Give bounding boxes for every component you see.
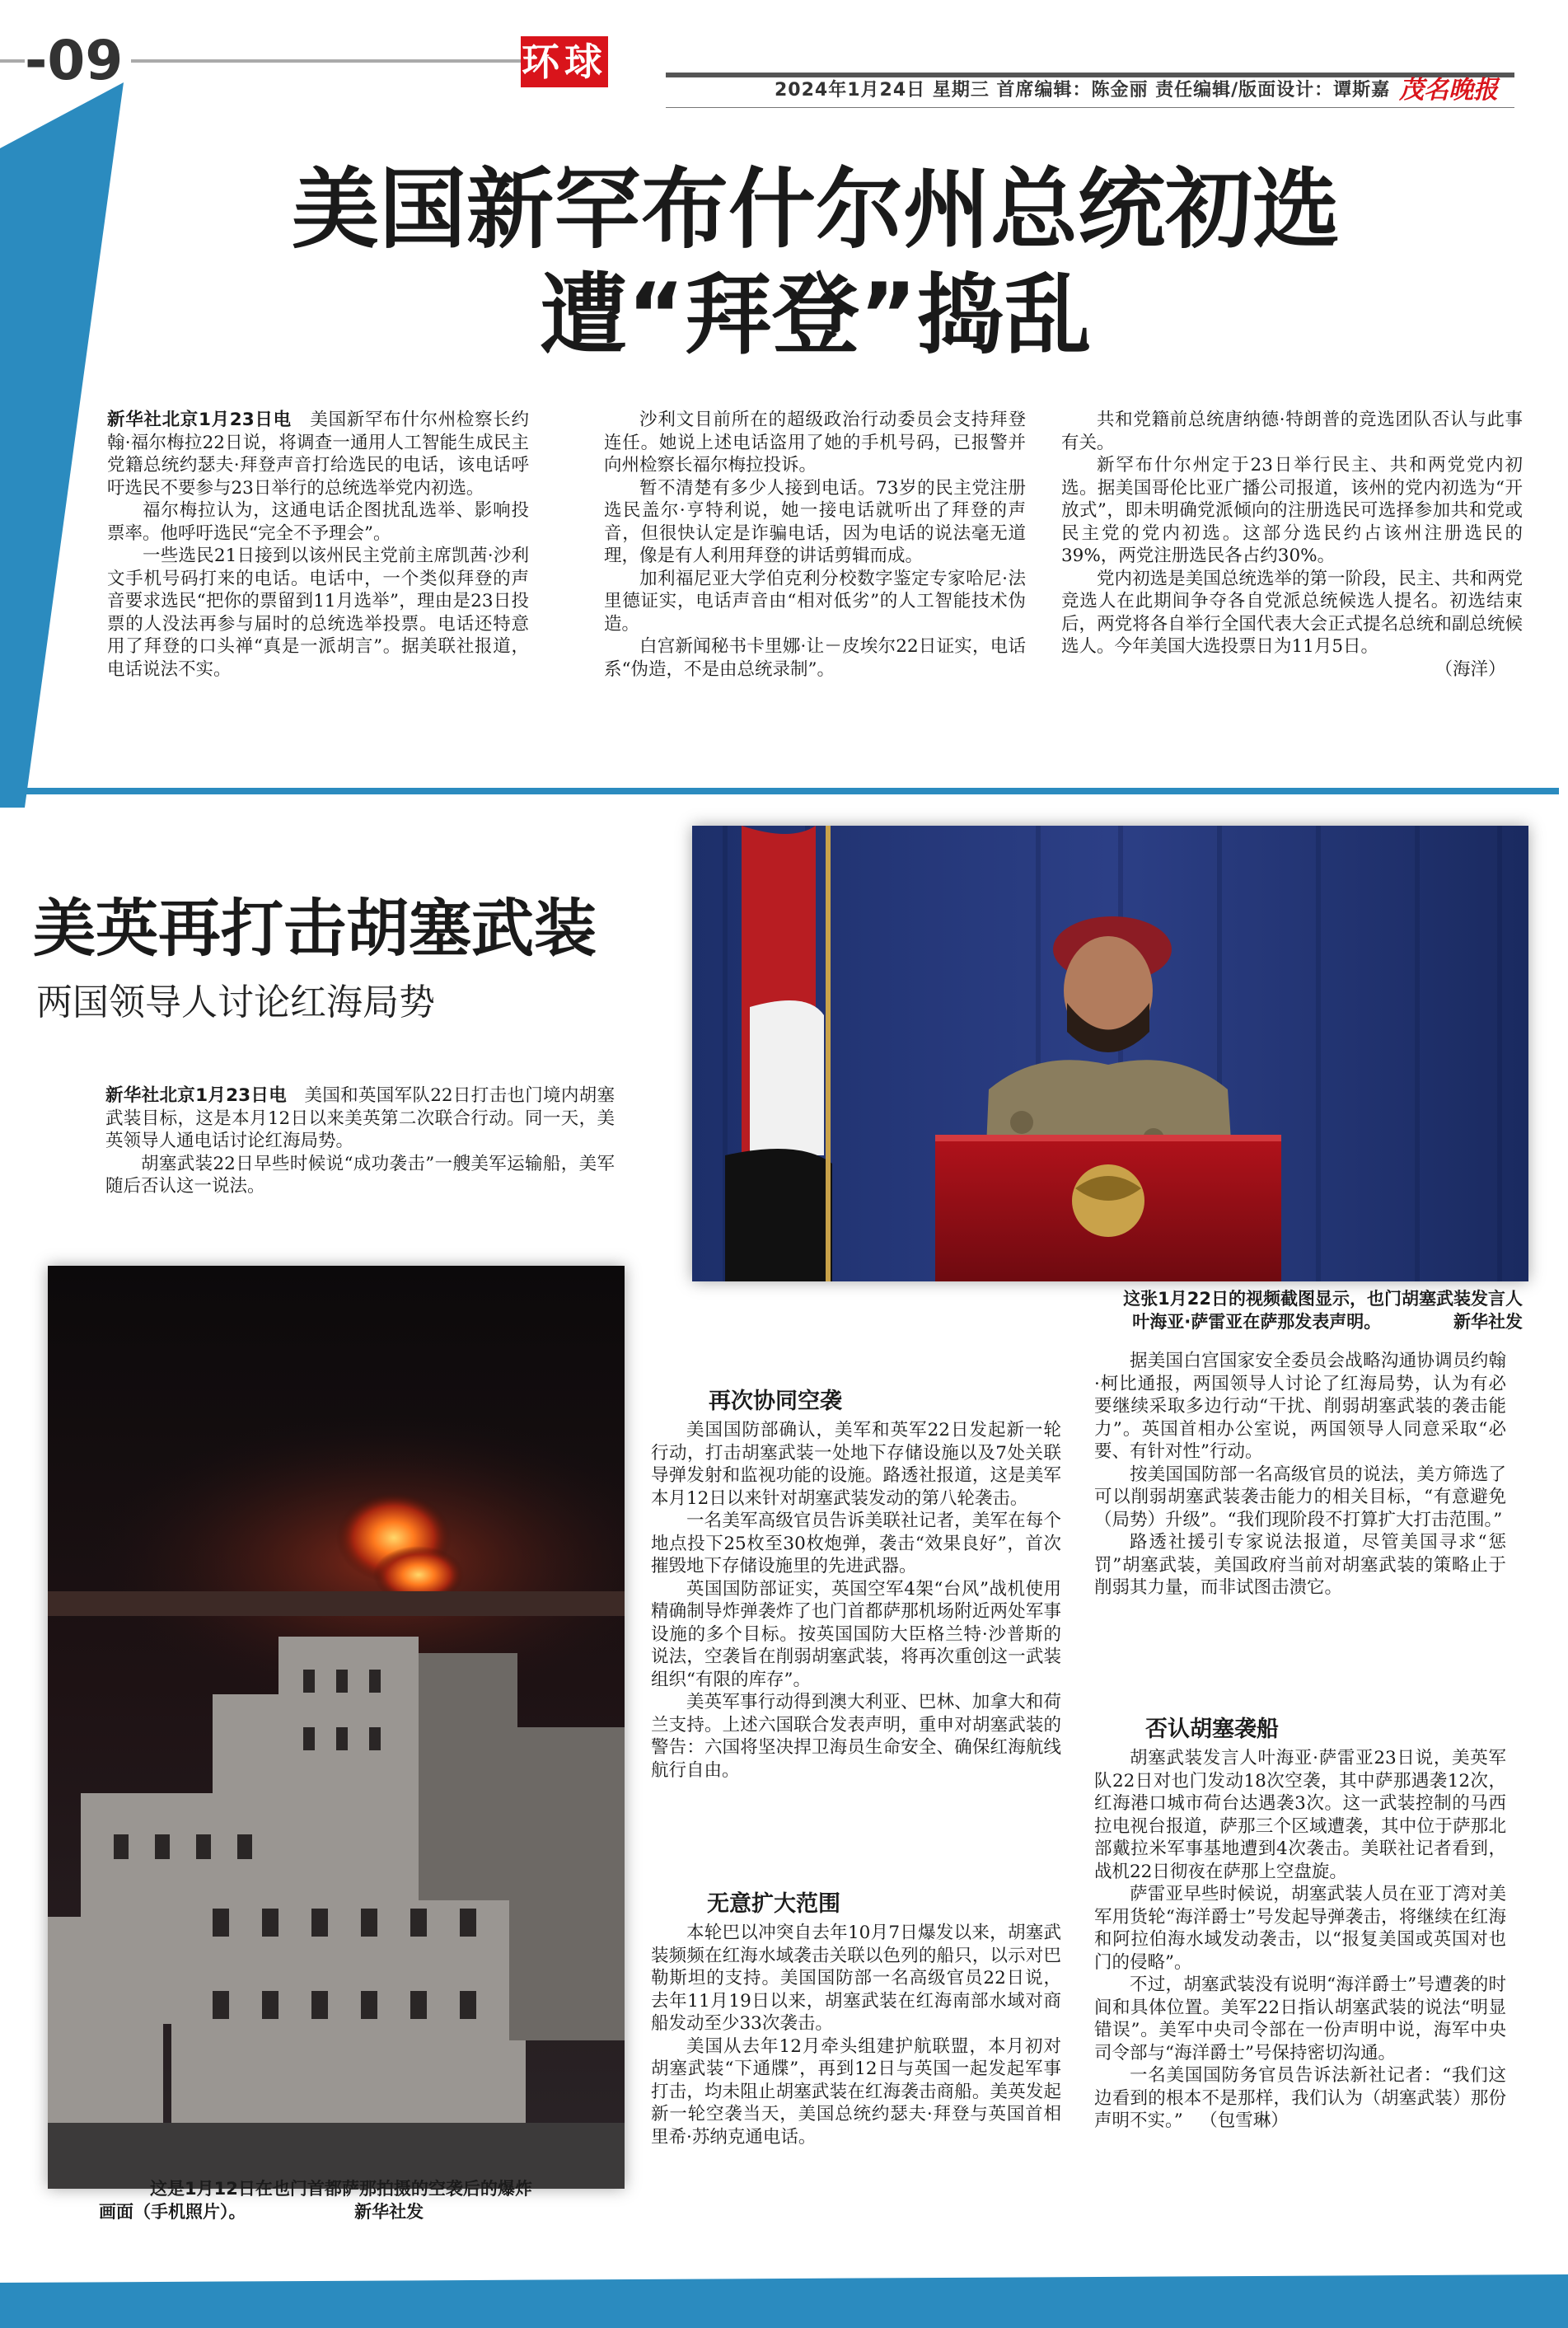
story2-para: 胡塞武装发言人叶海亚·萨雷亚23日说，美英军队22日对也门发动18次空袭，其中萨那遇袭12次，红海港口城市荷台达遇袭3次。这一武装控制的马西拉电视台报道，萨那三个区域遭袭，其中位于萨那北部戴拉米军事基地遭到4次袭击。美联社记者看到，战机22日彻夜在萨那上空盘旋。 [1094, 1748, 1506, 1882]
photo-explosion-caption-line1: 这是1月12日在也门首都萨那拍摄的空袭后的爆炸 [150, 2179, 532, 2199]
story1-para: 加利福尼亚大学伯克利分校数字鉴定专家哈尼·法里德证实，电话声音由“相对低劣”的人工智能技术伪造。 [604, 568, 1026, 635]
header-info: 2024年1月24日 星期三 首席编辑：陈金丽 责任编辑/版面设计：谭斯嘉 [775, 80, 1391, 101]
story1-author: （海洋） [1435, 658, 1506, 680]
story2-para: 路透社援引专家说法报道，尽管美国寻求“惩罚”胡塞武装，美国政府当前对胡塞武装的策略止于削弱其力量，而非试图击溃它。 [1094, 1532, 1506, 1598]
subhead-coordinated-strikes: 再次协同空袭 [709, 1389, 842, 1414]
story2-para: 不过，胡塞武装没有说明“海洋爵士”号遭袭的时间和具体位置。美军22日指认胡塞武装的说法“明显错误”。美军中央司令部在一份声明中说，海军中央司令部与“海洋爵士”号保持密切沟通。 [1094, 1974, 1506, 2063]
photo-spokesperson-credit: 新华社发 [1453, 1312, 1523, 1332]
story2-headline: 美英再打击胡塞武装 [33, 892, 597, 965]
story1-para: 暂不清楚有多少人接到电话。73岁的民主党注册选民盖尔·亨特利说，她一接电话就听出了拜登的声音，但很快认定是诈骗电话，因为电话的说法毫无道理，像是有人利用拜登的讲话剪辑而成。 [604, 477, 1026, 566]
story2-column-b2 [1094, 1747, 1506, 2133]
story2-author: （包雪琳） [1200, 2110, 1289, 2131]
blue-bottom-decoration [0, 2274, 1568, 2328]
story2-para: 据美国白宫国家安全委员会战略沟通协调员约翰·柯比通报，两国领导人讨论了红海局势，认为有必要继续采取多边行动“干扰、削弱胡塞武装的袭击能力”。英国首相办公室说，两国领导人同意采取“必要、有针对性”行动。 [1094, 1351, 1506, 1462]
story-divider [18, 788, 1559, 794]
photo-explosion-image [48, 1266, 625, 2189]
story2-para: 美国和英国军队22日打击也门境内胡塞武装目标，这是本月12日以来美英第二次联合行动。同一天，美英领导人通电话讨论红海局势。 [105, 1085, 615, 1151]
story2-para: 萨雷亚早些时候说，胡塞武装人员在亚丁湾对美军用货轮“海洋爵士”号发起导弹袭击，将继续在红海和阿拉伯海水域发动袭击，以“报复美国或英国对也门的侵略”。 [1094, 1884, 1506, 1973]
story1-para: 白宫新闻秘书卡里娜·让－皮埃尔22日证实，电话系“伪造，不是由总统录制”。 [604, 636, 1026, 680]
photo-spokesperson-image [692, 826, 1528, 1281]
story2-column-a2 [651, 1922, 1061, 2148]
story1-dateline: 新华社北京1月23日电 [107, 410, 292, 430]
story1-para: 沙利文目前所在的超级政治行动委员会支持拜登连任。她说上述电话盗用了她的手机号码，已报警并向州检察长福尔梅拉投诉。 [604, 410, 1026, 475]
story2-para: 美英军事行动得到澳大利亚、巴林、加拿大和荷兰支持。上述六国联合发表声明，重申对胡塞武装的警告：六国将坚决捍卫海员生命安全、确保红海航线航行自由。 [651, 1692, 1061, 1781]
story2-intro [105, 1084, 615, 1198]
story2-para: 胡塞武装22日早些时候说“成功袭击”一艘美军运输船，美军随后否认这一说法。 [105, 1153, 615, 1197]
section-tag-label: 环球 [522, 40, 607, 84]
story1-para: 新罕布什尔州定于23日举行民主、共和两党党内初选。据美国哥伦比亚广播公司报道，该州的党内初选为“开放式”，即未明确党派倾向的注册选民可选择参加共和党或民主党的党内初选。这部分选民约占该州注册选民的39%，两党注册选民各占约30%。 [1061, 455, 1523, 566]
subhead-denies-ship-attack: 否认胡塞袭船 [1145, 1717, 1279, 1742]
story2-para: 美国从去年12月牵头组建护航联盟，本月初对胡塞武装“下通牒”，再到12日与英国一起发起军事打击，均未阻止胡塞武装在红海袭击商船。美英发起新一轮空袭当天，美国总统约瑟夫·拜登与英国首相里希·苏纳克通电话。 [651, 2035, 1061, 2148]
story2-subheadline: 两国领导人讨论红海局势 [36, 981, 435, 1023]
section-tag [521, 36, 608, 87]
brand-logo [1399, 69, 1498, 105]
story2-para: 英国国防部证实，英国空军4架“台风”战机使用精确制导炸弹袭炸了也门首都萨那机场附近两处军事设施的多个目标。按英国国防大臣格兰特·沙普斯的说法，空袭旨在削弱胡塞武装，将再次重创这一武装组织“有限的库存”。 [651, 1578, 1061, 1690]
photo-explosion-credit: 新华社发 [354, 2202, 424, 2222]
page-number: -09 [25, 30, 131, 92]
story1-para: 美国新罕布什尔州检察长约翰·福尔梅拉22日说，将调查一通用人工智能生成民主党籍总统约瑟夫·拜登声音打给选民的电话，该电话呼吁选民不要参与23日举行的总统选举党内初选。 [107, 410, 529, 499]
story2-para: 本轮巴以冲突自去年10月7日爆发以来，胡塞武装频频在红海水域袭击关联以色列的船只，以示对巴勒斯坦的支持。美国国防部一名高级官员22日说，去年11月19日以来，胡塞武装在红海南部水域对商船发动至少33次袭击。 [651, 1923, 1061, 2034]
story2-column-a [651, 1419, 1061, 1782]
story1-para: 党内初选是美国总统选举的第一阶段，民主、共和两党竞选人在此期间争夺各自党派总统候选人提名。初选结束后，两党将各自举行全国代表大会正式提名总统和副总统候选人。今年美国大选投票日为11月5日。 [1061, 568, 1523, 657]
subhead-no-expansion: 无意扩大范围 [707, 1891, 840, 1917]
photo-spokesperson-caption-line2: 叶海亚·萨雷亚在萨那发表声明。 [1132, 1312, 1382, 1332]
story1-frame-left [18, 593, 25, 793]
brand-name: 茂名晚报 [1399, 76, 1498, 105]
story1-para: 福尔梅拉认为，这通电话企图扰乱选举、影响投票率。他呼吁选民“完全不予理会”。 [107, 500, 529, 544]
story1-column-2 [604, 409, 1026, 681]
photo-spokesperson-caption-line1: 这张1月22日的视频截图显示，也门胡塞武装发言人 [1123, 1289, 1523, 1309]
photo-explosion-caption [99, 2177, 626, 2223]
story1-column-1 [107, 409, 529, 681]
story2-para: 一名美国国防务官员告诉法新社记者：“我们这边看到的根本不是那样，我们认为（胡塞武装）那份声明不实。” [1094, 2065, 1506, 2131]
photo-explosion-caption-line2: 画面（手机照片）。 [99, 2202, 246, 2222]
story1-column-3 [1061, 409, 1523, 681]
photo-spokesperson-caption [979, 1287, 1523, 1333]
photo-spokesperson [692, 826, 1528, 1281]
photo-explosion [48, 1266, 625, 2189]
story1-para: 共和党籍前总统唐纳德·特朗普的竞选团队否认与此事有关。 [1061, 410, 1523, 453]
story1-headline-line1: 美国新罕布什尔州总统初选 [292, 159, 1340, 260]
story1-para: 一些选民21日接到以该州民主党前主席凯茜·沙利文手机号码打来的电话。电话中，一个类似拜登的声音要求选民“把你的票留到11月选举”，理由是23日投票的人没法再参与届时的总统选举投票。电话还特意用了拜登的口头禅“真是一派胡言”。据美联社报道，电话说法不实。 [107, 546, 529, 680]
story1-headline-line2: 遭“拜登”捣乱 [540, 265, 1092, 366]
story2-para: 美国国防部确认，美军和英军22日发起新一轮行动，打击胡塞武装一处地下存储设施以及7处关联导弹发射和监视功能的设施。路透社报道，这是美军本月12日以来针对胡塞武装发动的第八轮袭击。 [651, 1420, 1061, 1509]
story2-para: 按美国国防部一名高级官员的说法，美方筛选了可以削弱胡塞武装袭击能力的相关目标，“有意避免（局势）升级”。“我们现阶段不打算扩大打击范围。” [1094, 1464, 1506, 1530]
story2-para: 一名美军高级官员告诉美联社记者，美军在每个地点投下25枚至30枚炮弹，袭击“效果良好”，首次摧毁地下存储设施里的先进武器。 [651, 1511, 1061, 1576]
story2-dateline: 新华社北京1月23日电 [105, 1085, 288, 1106]
story2-column-b [1094, 1350, 1506, 1600]
